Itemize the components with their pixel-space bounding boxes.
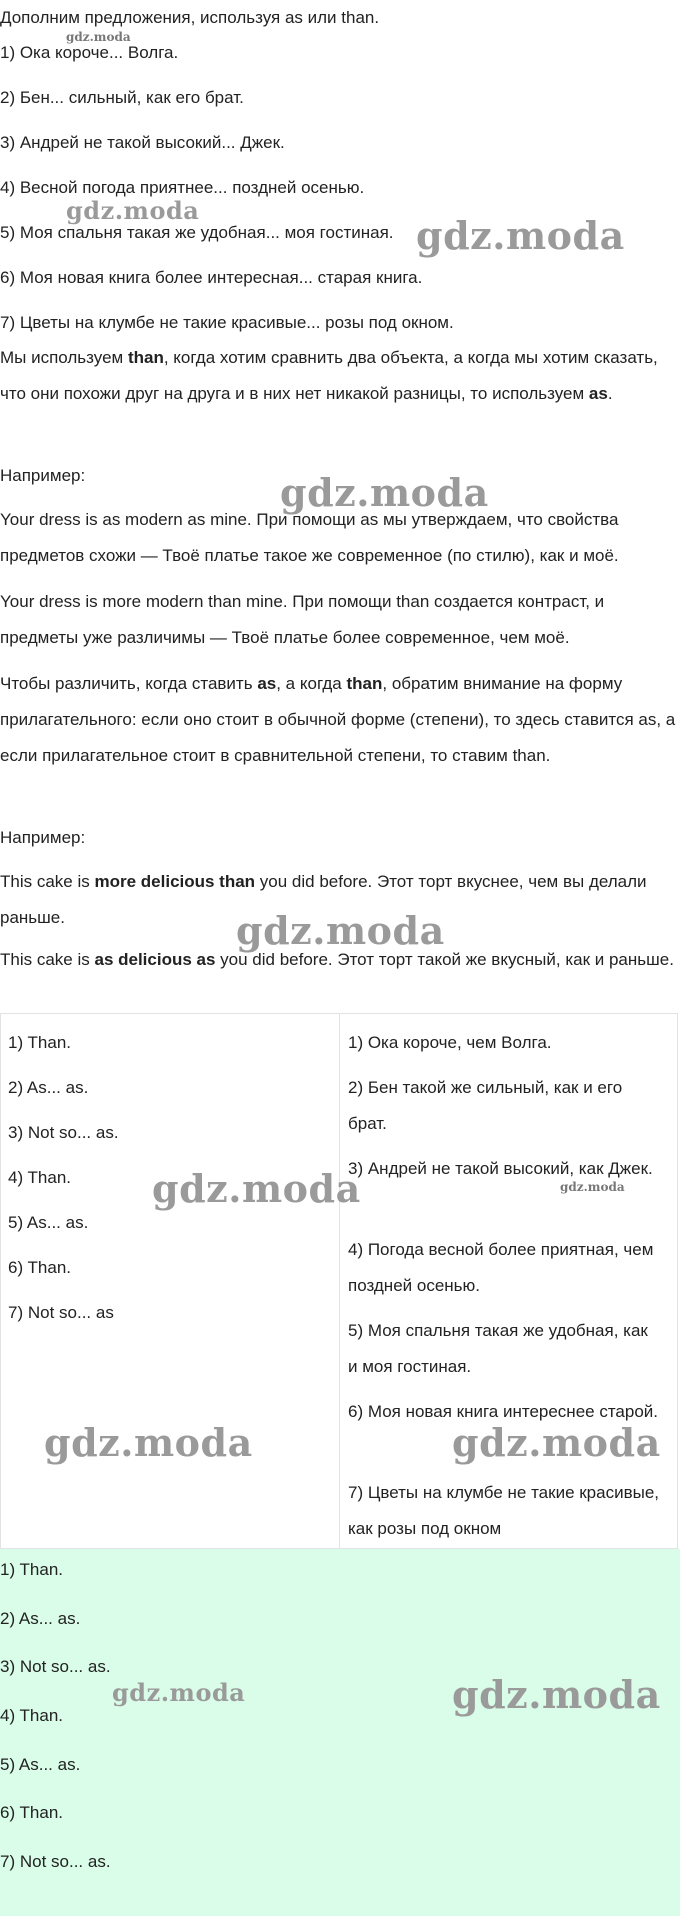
watermark: gdz.moda [66, 196, 200, 225]
task-item: 5) Моя спальня такая же удобная... моя гостиная. [0, 223, 394, 242]
example-sentence: This cake is as delicious as you did before. Этот торт такой же вкусный, как и раньше. [0, 950, 674, 969]
table-left-cell: 3) Not so... as. [8, 1123, 119, 1142]
watermark: gdz.moda [560, 1180, 625, 1194]
explanation-paragraph: Мы используем than, когда хотим сравнить два объекта, а когда мы хотим сказать, что они похожи друг на друга и в них нет никакой разницы, то используем as. [0, 348, 658, 403]
explanation-paragraph: Your dress is more modern than mine. При помощи than создается контраст, и предметы уже различимы — Твоё платье более современное, чем моё. [0, 592, 605, 647]
task-item: 6) Моя новая книга более интересная... старая книга. [0, 268, 423, 287]
table-right-cell: 6) Моя новая книга интереснее старой. [348, 1402, 659, 1421]
watermark: gdz.moda [416, 213, 625, 258]
table-left-cell: 4) Than. [8, 1168, 72, 1187]
table-right-cell: 7) Цветы на клумбе не такие красивые, как розы под окном [348, 1483, 660, 1538]
table-left-cell: 5) As... as. [8, 1213, 89, 1232]
table-left-cell: 1) Than. [8, 1033, 72, 1052]
answers-table [0, 1013, 678, 1549]
answer-item: 7) Not so... as. [0, 1852, 111, 1871]
answer-item: 3) Not so... as. [0, 1657, 111, 1676]
task-item: 2) Бен... сильный, как его брат. [0, 88, 244, 107]
explanation-paragraph: Your dress is as modern as mine. При помощи as мы утверждаем, что свойства предметов схожи — Твоё платье такое же современное (по стилю), как и моё. [0, 510, 619, 565]
watermark: gdz.moda [280, 470, 489, 515]
watermark: gdz.moda [236, 908, 445, 953]
watermark: gdz.moda [112, 1678, 246, 1707]
table-right-cell: 3) Андрей не такой высокий, как Джек. [348, 1159, 653, 1178]
task-item: 7) Цветы на клумбе не такие красивые... розы под окном. [0, 313, 454, 332]
watermark: gdz.moda [452, 1420, 661, 1465]
task-item: 1) Ока короче... Волга. [0, 43, 179, 62]
example-label: Например: [0, 828, 86, 847]
watermark: gdz.moda [66, 30, 131, 44]
table-right-cell: 1) Ока короче, чем Волга. [348, 1033, 552, 1052]
table-left-cell: 7) Not so... as [8, 1303, 114, 1322]
task-item: 4) Весной погода приятнее... поздней осенью. [0, 178, 365, 197]
example-label: Например: [0, 466, 86, 485]
task-heading: Дополним предложения, используя as или than. [0, 8, 380, 27]
table-left-cell: 6) Than. [8, 1258, 72, 1277]
table-right-cell: 2) Бен такой же сильный, как и его брат. [348, 1078, 623, 1133]
watermark: gdz.moda [44, 1420, 253, 1465]
explanation-paragraph: Чтобы различить, когда ставить as, а когда than, обратим внимание на форму прилагательного: если оно стоит в обычной форме (степени), то здесь ставится as, а если прилагательное стоит в сравнительной степени, то ставим than. [0, 674, 676, 765]
watermark: gdz.moda [452, 1672, 661, 1717]
table-left-cell: 2) As... as. [8, 1078, 89, 1097]
watermark: gdz.moda [152, 1166, 361, 1211]
example-sentence: This cake is more delicious than you did before. Этот торт вкуснее, чем вы делали раньше. [0, 872, 647, 927]
task-item: 3) Андрей не такой высокий... Джек. [0, 133, 285, 152]
table-right-column [339, 1014, 679, 1548]
answer-box [0, 1549, 680, 1916]
table-right-cell: 5) Моя спальня такая же удобная, как и моя гостиная. [348, 1321, 648, 1376]
answer-item: 5) As... as. [0, 1755, 81, 1774]
answer-item: 2) As... as. [0, 1609, 81, 1628]
answer-item: 1) Than. [0, 1560, 64, 1579]
table-right-cell: 4) Погода весной более приятная, чем поздней осенью. [348, 1240, 654, 1295]
answer-item: 6) Than. [0, 1803, 64, 1822]
answer-item: 4) Than. [0, 1706, 64, 1725]
